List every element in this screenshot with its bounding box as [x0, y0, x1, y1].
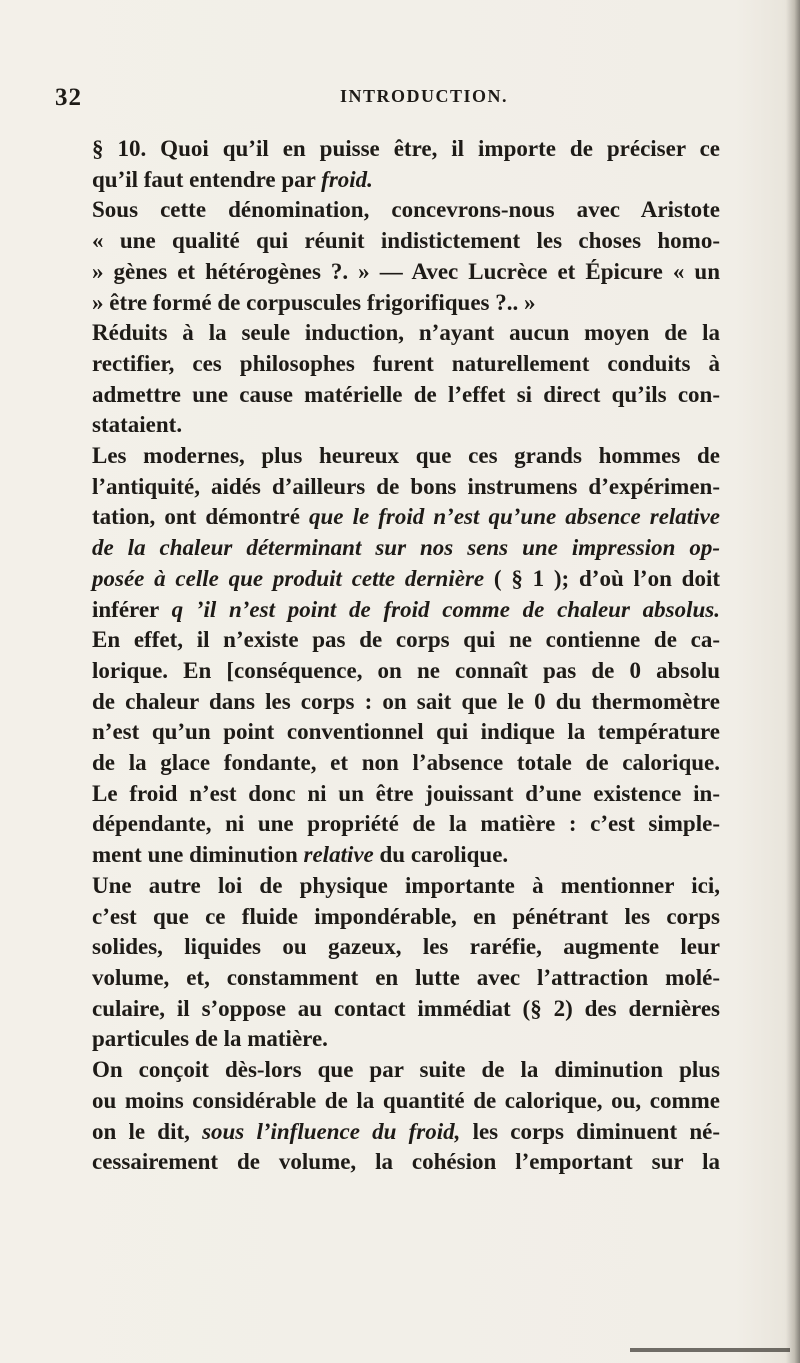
text-run: du carolique. [373, 842, 509, 868]
text-line [92, 257, 720, 288]
text-run: ment une diminution [92, 842, 304, 868]
text-line [92, 963, 720, 994]
text-run: « une qualité qui réunit indistictement les choses homo- [92, 228, 720, 254]
text-line [92, 165, 720, 196]
text-line [92, 840, 720, 871]
page-edge-shadow [786, 0, 800, 1363]
text-line [92, 748, 720, 779]
text-line [92, 717, 720, 748]
italic-run: froid. [321, 166, 373, 192]
text-run: lorique. En [conséquence, on ne connaît pas de 0 absolu [92, 657, 720, 683]
text-run: § 10. Quoi qu’il en puisse être, il importe de préciser ce [92, 136, 720, 161]
text-line [92, 1024, 720, 1055]
text-line [92, 410, 720, 441]
text-run: tation, ont démontré [92, 504, 309, 530]
text-line [92, 994, 720, 1025]
text-run: particules de la matière. [92, 1026, 328, 1052]
italic-run: relative [303, 842, 374, 868]
text-run: de la glace fondante, et non l’absence totale de calorique. [92, 750, 720, 776]
text-line [92, 564, 720, 595]
text-line [92, 809, 720, 840]
text-line [92, 871, 720, 902]
text-line [92, 380, 720, 411]
text-run: admettre une cause matérielle de l’effet si direct qu’ils con- [92, 381, 720, 407]
italic-run: posée à celle que produit cette dernière [92, 565, 485, 591]
text-run: culaire, il s’oppose au contact immédiat (§ 2) des dernières [92, 995, 720, 1021]
text-run: Sous cette dénomination, concevrons-nous avec Aristote [92, 197, 720, 223]
text-line [92, 1117, 720, 1148]
text-run: volume, et, constamment en lutte avec l’attraction molé- [92, 964, 720, 990]
text-run: rectifier, ces philosophes furent naturellement conduits à [92, 350, 720, 376]
text-run: On conçoit dès-lors que par suite de la diminution plus [92, 1057, 720, 1083]
text-line [92, 1055, 720, 1086]
text-run: les corps diminuent né- [460, 1118, 720, 1144]
page-number: 32 [55, 84, 82, 111]
text-run: Les modernes, plus heureux que ces grands hommes de [92, 443, 720, 469]
text-run: » gènes et hétérogènes ?. » — Avec Lucrèce et Épicure « un [92, 258, 720, 284]
text-line [92, 533, 720, 564]
text-run: stataient. [92, 412, 183, 438]
italic-run: que le froid n’est qu’une absence relative [309, 504, 720, 530]
text-run: on le dit, [92, 1118, 203, 1144]
running-title: INTRODUCTION. [340, 86, 509, 106]
text-line [92, 1086, 720, 1117]
italic-run: de la chaleur déterminant sur nos sens une impression op- [92, 535, 720, 561]
italic-run: q ’il n’est point de froid comme de chaleur absolus. [171, 596, 720, 622]
text-line [92, 595, 720, 626]
text-line [92, 134, 720, 165]
text-run: solides, liquides ou gazeux, les raréfie, augmente leur [92, 934, 720, 960]
text-run: Réduits à la seule induction, n’ayant aucun moyen de la [92, 320, 720, 346]
text-run: ( § 1 ); d’où l’on doit [484, 565, 720, 591]
text-run: n’est qu’un point conventionnel qui indique la température [92, 719, 720, 745]
text-line [92, 195, 720, 226]
text-run: Une autre loi de physique importante à mentionner ici, [92, 872, 720, 898]
text-line [92, 226, 720, 257]
text-line [92, 441, 720, 472]
text-line [92, 1147, 720, 1178]
text-run: En effet, il n’existe pas de corps qui ne contienne de ca- [92, 627, 720, 653]
text-run: inférer [92, 596, 172, 622]
body-text [92, 134, 720, 1178]
text-run: l’antiquité, aidés d’ailleurs de bons instrumens d’expérimen- [92, 473, 720, 499]
text-run: ou moins considérable de la quantité de calorique, ou, comme [92, 1087, 720, 1113]
text-run: de chaleur dans les corps : on sait que le 0 du thermomètre [92, 688, 720, 714]
text-run: dépendante, ni une propriété de la matière : c’est simple- [92, 811, 720, 837]
text-run: cessairement de volume, la cohésion l’emportant sur la [92, 1149, 720, 1175]
text-line [92, 625, 720, 656]
text-run: » être formé de corpuscules frigorifiques ?.. » [92, 289, 536, 315]
text-line [92, 318, 720, 349]
text-line [92, 472, 720, 503]
text-line [92, 502, 720, 533]
text-line [92, 656, 720, 687]
text-run: qu’il faut entendre par [92, 166, 322, 192]
text-line [92, 288, 720, 319]
running-head [55, 84, 695, 114]
text-run: Le froid n’est donc ni un être jouissant d’une existence in- [92, 780, 720, 806]
binding-edge-mark [630, 1348, 790, 1352]
text-line [92, 932, 720, 963]
text-line [92, 687, 720, 718]
italic-run: sous l’influence du froid, [202, 1118, 461, 1144]
text-line [92, 349, 720, 380]
text-line [92, 779, 720, 810]
text-run: c’est que ce fluide impondérable, en pénétrant les corps [92, 903, 720, 929]
text-line [92, 902, 720, 933]
